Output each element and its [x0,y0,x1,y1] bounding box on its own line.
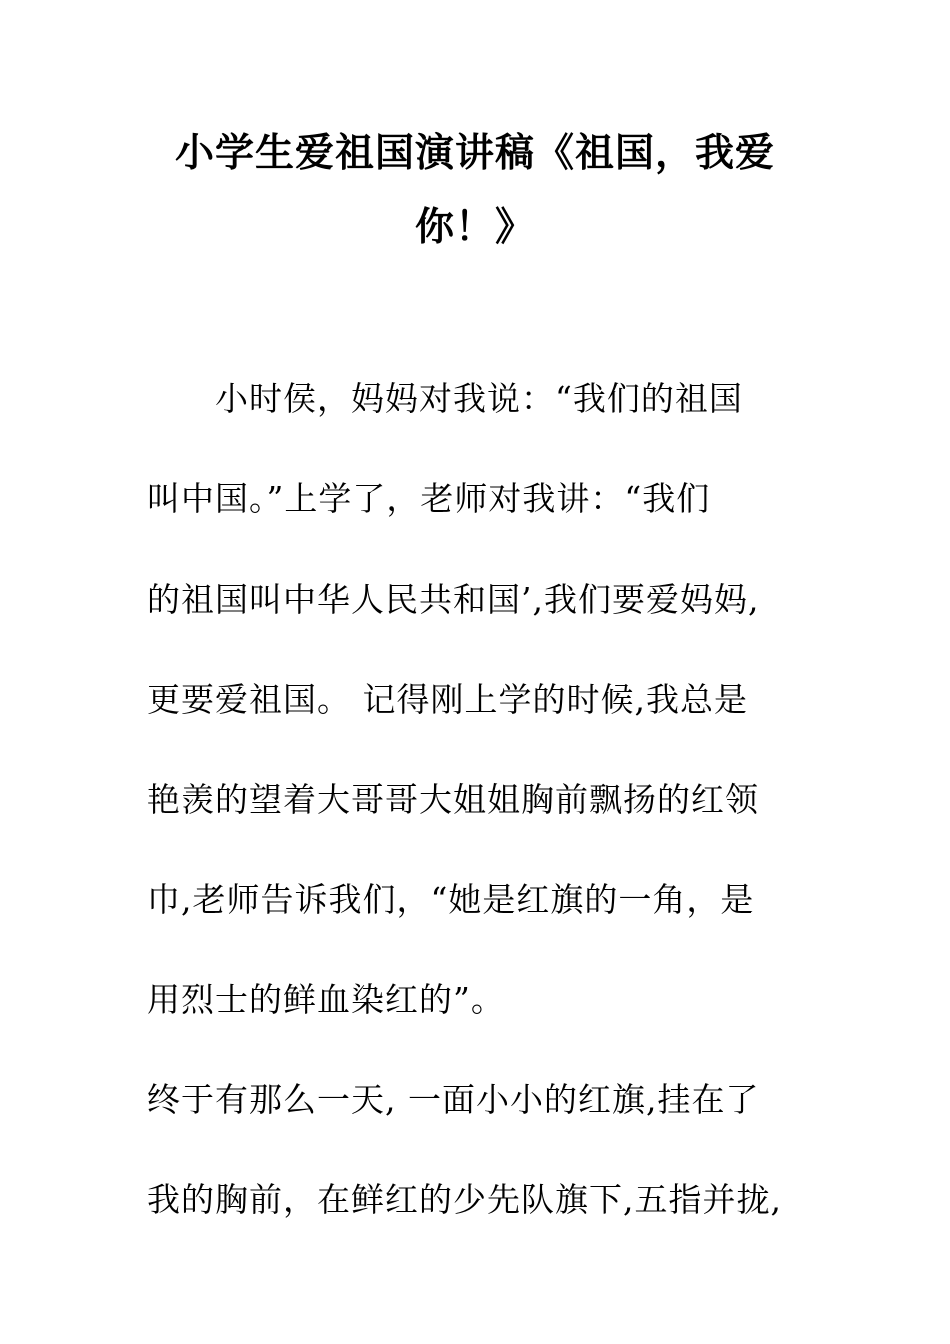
document-title-line-1: 小学生爱祖国演讲稿《祖国，我爱 [174,131,775,176]
body-line-6: 巾,老师告诉我们，“她是红旗的一角，是 [147,880,755,919]
body-line-5: 艳羡的望着大哥哥大姐姐胸前飘扬的红领 [147,780,759,819]
body-line-8: 终于有那么一天, 一面小小的红旗,挂在了 [147,1080,760,1119]
body-line-4: 更要爱祖国。 记得刚上学的时候,我总是 [147,680,748,719]
body-line-7: 用烈士的鲜血染红的”。 [147,980,505,1019]
document-title-line-2: 你！》 [414,205,535,250]
body-line-3: 的祖国叫中华人民共和国’,我们要爱妈妈, [147,580,760,619]
body-line-2: 叫中国。”上学了，老师对我讲：“我们 [147,479,711,518]
body-line-9: 我的胸前，在鲜红的少先队旗下,五指并拢, [147,1180,782,1219]
body-line-1: 小时侯，妈妈对我说：“我们的祖国 [215,379,743,418]
